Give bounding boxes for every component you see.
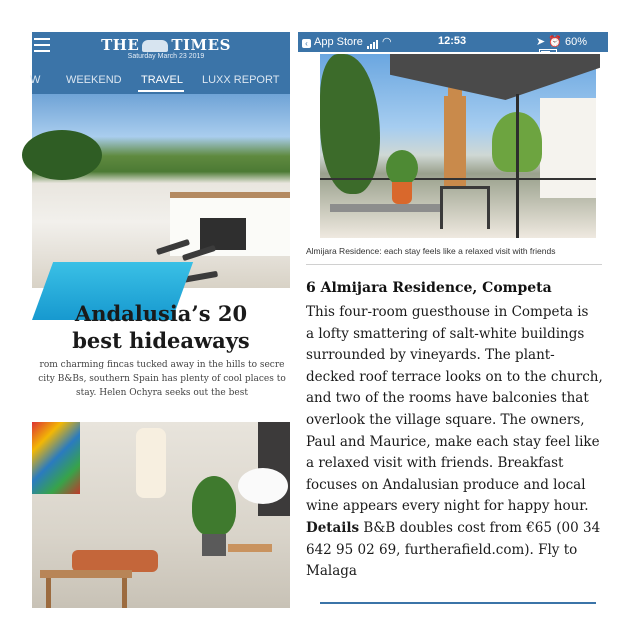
white-building [540,98,596,198]
body-line: decked roof terrace looks on to the church, [306,368,603,385]
signal-bars-icon [367,37,379,49]
app-article-panel [298,32,608,608]
status-time: 12:53 [438,35,467,47]
parasol [390,54,600,100]
palm-trees [22,130,102,180]
wooden-table [40,570,132,578]
terrace-chair [440,186,490,229]
standfirst-line: city B&Bs, southern Spain has plenty of cool places to [38,374,286,384]
plant-pot [202,534,226,556]
body-line: Paul and Maurice, make each stay feel like [306,433,600,450]
headline-line: best hideaways [72,328,250,353]
back-to-app-store[interactable] [302,35,392,49]
tab-travel[interactable]: TRAVEL [141,74,183,86]
section-tabs [32,68,290,94]
body-line: surrounded by vineyards. The plant- [306,347,555,364]
times-article-panel [32,32,290,608]
masthead-word-the: THE [101,36,140,54]
headline-line: Andalusia’s 20 [74,301,248,326]
standfirst-line: rom charming fincas tucked away in the hills to secre [39,360,285,370]
article-headline [32,300,290,354]
body-line: overlook the village square. The owners, [306,411,585,428]
table-leg [122,578,127,608]
interior-lounge-photo [32,422,290,608]
ios-status-bar [298,32,608,52]
tab-weekend[interactable]: WEEKEND [66,74,122,86]
times-masthead-logo[interactable] [96,36,236,54]
parasol-pole [516,94,519,238]
terrace-table [330,204,440,212]
dateline: Saturday March 23 2019 [127,53,205,60]
wifi-icon: ◠ [381,36,392,48]
hamburger-menu-icon[interactable] [34,38,50,52]
active-tab-indicator [138,90,184,92]
masthead-word-times: TIMES [171,36,231,54]
white-orchid [238,468,288,504]
details-line [306,518,608,540]
church-tower [444,96,466,186]
terrace-railing [320,178,596,180]
pool-villa-photo [32,94,290,288]
body-line: a relaxed visit with friends. Breakfast [306,455,564,472]
potted-palm [192,476,236,536]
crest-icon [142,40,168,52]
back-chevron-icon: ‹ [302,39,311,48]
article-standfirst [26,358,298,400]
roof-terrace-photo [320,54,596,238]
alarm-icon: ⏰ [548,36,562,48]
table-leg [46,578,51,608]
tab-luxx-report[interactable]: LUXX REPORT [202,74,280,86]
bottom-divider [320,602,596,604]
terrace-plant [386,150,418,186]
pendant-lights [136,428,166,498]
standfirst-line: stay. Helen Ochyra seeks out the best [76,388,248,398]
tab-partial[interactable]: W [30,74,41,86]
orange-sofa [72,550,158,572]
details-line: Malaga [306,563,357,580]
body-line: This four-room guesthouse in Competa is [306,304,589,320]
body-line: a lofty smattering of salt-white buildings [306,325,585,342]
details-label: Details [306,519,360,536]
location-arrow-icon: ➤ [536,36,546,48]
details-line: 642 95 02 69, furtherafield.com). Fly to [306,541,578,558]
entry-title: 6 Almijara Residence, Competa [306,280,552,296]
body-line: and two of the rooms have balconies that [306,390,589,407]
body-line: focuses on Andalusian produce and local [306,476,586,493]
body-line: wine appears every night for happy hour. [306,498,589,515]
tree [320,54,380,194]
photo-caption: Almijara Residence: each stay feels like a relaxed visit with friends [306,246,556,256]
terracotta-pot [392,182,412,204]
times-header [32,32,290,94]
colourful-wall-art [32,422,80,494]
wooden-stool [228,544,272,552]
back-label: App Store [314,36,363,48]
battery-percent: 60% [565,36,588,48]
caption-divider [306,264,602,265]
entry-body [306,302,608,583]
details-text: B&B doubles cost from €65 (00 34 [359,519,601,536]
villa-doorway [200,218,246,250]
